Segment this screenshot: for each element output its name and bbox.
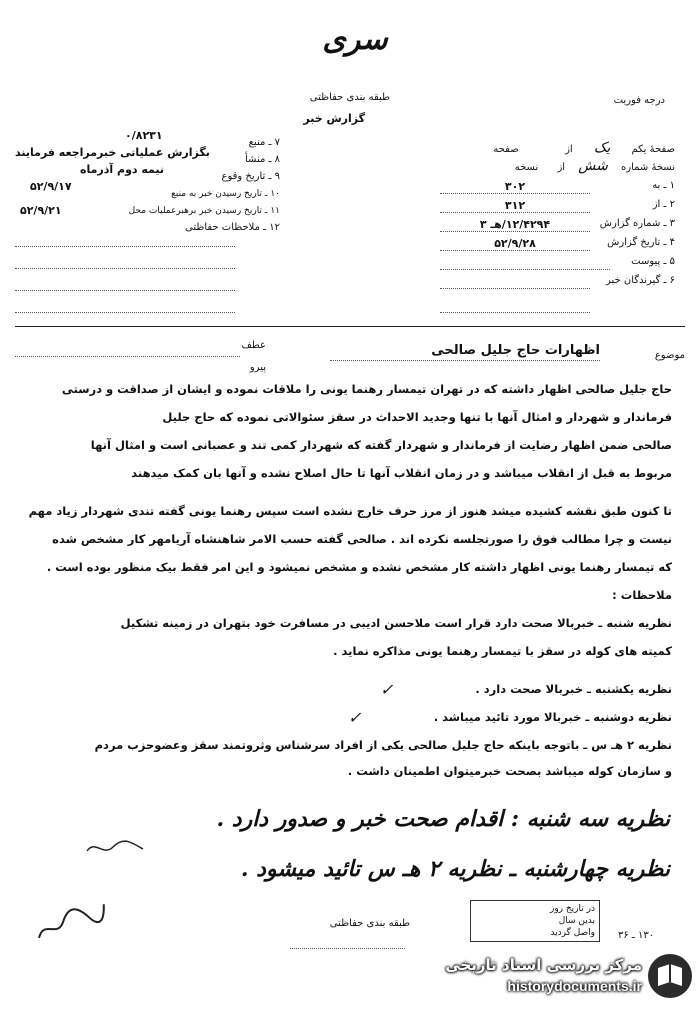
body-line: تا کنون طبق نقشه کشیده میشد هنوز از مرز حرف خارج نشده است سپس رهنما یونی گفته تندی شهردار زیاد مهم xyxy=(28,504,672,518)
right-field-row xyxy=(440,218,675,237)
left-field-row xyxy=(15,147,280,164)
signature xyxy=(28,894,115,953)
left-field-value: ۵۲/۹/۲۱ xyxy=(20,204,62,217)
left-field-label: ۱۰ ـ تاریخ رسیدن خبر به منبع xyxy=(171,189,280,199)
subject-line xyxy=(330,360,600,361)
copy-count-row xyxy=(440,158,675,174)
stamp-line: بدین سال xyxy=(558,916,595,926)
handwritten-note: نظریه چهارشنبه ـ نظریه ۲ هـ س تائید میشود . xyxy=(240,856,670,882)
left-field-label: ۱۱ ـ تاریخ رسیدن خبر برهبرعملیات محل xyxy=(128,206,280,216)
right-blank-line xyxy=(440,312,590,313)
left-field-label: ۸ ـ منشأ xyxy=(244,154,280,165)
page-count-row xyxy=(440,140,675,156)
right-field-value xyxy=(440,256,610,270)
opinion-line: و سازمان کوله میباشد بصحت خبرمیتوان اطمینان داشت . xyxy=(347,764,672,778)
opinion-line: نظریه شنبه ـ خبربالا صحت دارد قرار است ملاحسن ادیبی در مسافرت خود بتهران در زمینه تشکیل xyxy=(120,616,672,630)
right-field-value: ۵۲/۹/۲۸ xyxy=(440,237,590,251)
handwritten-note: نظریه سه شنبه : اقدام صحت خبر و صدور دارد . xyxy=(216,806,670,832)
left-blank-line xyxy=(15,312,235,313)
right-field-row xyxy=(440,199,675,218)
watermark xyxy=(420,952,692,1002)
signature xyxy=(85,835,145,863)
body-line: صالحی ضمن اظهار رضایت از فرماندار و شهردار گفته که شهردار کمی تند و عصبانی است و امثال آنها xyxy=(90,438,672,452)
received-stamp xyxy=(470,900,600,942)
copy-of: از xyxy=(557,162,566,173)
right-field-value: ۱۲/۴۲۹۴/هـ ۳ xyxy=(440,218,590,232)
right-field-label: ۱ ـ به xyxy=(652,180,675,191)
opinion-line: نظریه ۲ هـ س ـ باتوجه باینکه حاج جلیل صالحی یکی از افراد سرشناس وثروتمند سقز وعضوحزب مردم xyxy=(94,738,672,752)
left-field-row xyxy=(15,164,280,181)
stamp-line: در تاریخ روز xyxy=(549,904,595,914)
copy-label: نسخهٔ شماره xyxy=(621,162,675,173)
watermark-url: historydocuments.ir xyxy=(507,978,642,994)
watermark-title: مرکز بررسی اسناد تاریخی xyxy=(445,956,642,974)
subject-label: موضوع xyxy=(654,350,685,361)
right-field-row xyxy=(440,256,675,275)
page-mark: یک xyxy=(593,140,611,156)
initial-mark: ✓ xyxy=(380,680,394,699)
left-field-value: ۰/۸۲۳۱ xyxy=(125,129,163,142)
book-icon xyxy=(648,954,692,998)
form-number: ۱۳۰ ـ ۳۶ xyxy=(618,930,655,941)
footer-classification-line xyxy=(290,948,405,949)
subject-value: اظهارات حاج جلیل صالحی xyxy=(431,343,600,358)
right-field-label: ۳ ـ شماره گزارش xyxy=(599,218,675,229)
left-fields-list xyxy=(15,130,280,232)
left-field-label: ۱۲ ـ ملاحظات حفاظتی xyxy=(185,222,280,233)
right-field-row xyxy=(440,237,675,256)
left-blank-line xyxy=(15,268,235,269)
classification-label: طبقه بندی حفاظتی xyxy=(309,92,390,103)
body-line: مربوط به قبل از انقلاب میباشد و در زمان انقلاب آنها تا حال اصلاح نشده و آنها بان کمک میدهند xyxy=(131,466,672,480)
left-field-row xyxy=(15,215,280,232)
signature-stroke xyxy=(85,835,145,859)
left-field-row xyxy=(15,198,280,215)
left-blank-line xyxy=(15,246,235,247)
page-label: صفحهٔ یکم xyxy=(631,144,675,155)
copy-unit: نسخه xyxy=(514,162,539,173)
section-divider xyxy=(15,326,685,327)
left-field-value: بگزارش عملیاتی خبرمراجعه فرمایند xyxy=(15,146,210,159)
right-field-label: ۴ ـ تاریخ گزارش xyxy=(607,237,675,248)
right-fields-list xyxy=(440,180,675,294)
left-field-row xyxy=(15,181,280,198)
stamp-line: واصل گردید xyxy=(550,928,595,938)
page-unit: صفحه xyxy=(493,144,519,155)
opinion-line: نظریه دوشنبه ـ خبربالا مورد تائید میباشد . xyxy=(433,710,672,724)
body-line: نیست و چرا مطالب فوق را صورتجلسه نکرده اند . صالحی گفته حسب الامر شاهنشاه آریامهر کار مشخص شده xyxy=(52,532,672,546)
body-line: فرماندار و شهردار و امثال آنها با تنها وجدید الاحداث در سقز سئوالاتی نموده که حاج جلیل xyxy=(162,410,672,424)
left-field-value: نیمه دوم آذرماه xyxy=(80,163,165,176)
priority-label: درجه فوریت xyxy=(613,95,665,106)
body-line: حاج جلیل صالحی اظهار داشته که در تهران تیمسار رهنما یونی را ملاقات نموده و ایشان از صداقت و درستی xyxy=(61,382,672,396)
right-field-label: ۶ ـ گیرندگان خبر xyxy=(605,275,675,286)
right-field-value: ۳۰۲ xyxy=(440,180,590,194)
ref-line xyxy=(15,356,240,357)
opinion-line: نظریه یکشنبه ـ خبربالا صحت دارد . xyxy=(475,682,672,696)
ref-label: عطف xyxy=(241,340,266,351)
watermark-logo-icon xyxy=(648,954,692,998)
right-field-label: ۲ ـ از xyxy=(652,199,675,210)
followup-label: پیرو xyxy=(249,362,266,373)
opinion-line: کمیته های کوله در سقز با تیمسار رهنما یونی مذاکره نماید . xyxy=(333,644,672,658)
secret-header: سری xyxy=(322,22,388,57)
left-field-label: ۷ ـ منبع xyxy=(248,137,280,148)
left-field-label: ۹ ـ تاریخ وقوع xyxy=(221,171,280,182)
body-line: که تیمسار رهنما یونی اظهار داشته کار مشخص نشده و مشخص نمیشود و این امر فقط بیک منظور بوده است . xyxy=(46,560,672,574)
notes-heading: ملاحظات : xyxy=(612,588,672,602)
initial-mark: ✓ xyxy=(348,708,362,727)
right-field-value xyxy=(440,275,590,289)
right-field-row xyxy=(440,275,675,294)
signature-stroke xyxy=(28,894,113,947)
copy-mark: شش xyxy=(578,158,608,174)
page-of: از xyxy=(565,144,573,155)
right-field-label: ۵ ـ پیوست xyxy=(631,256,675,267)
right-field-row xyxy=(440,180,675,199)
footer-classification-label: طبقه بندی حفاظتی xyxy=(329,918,410,929)
report-title: گزارش خبر xyxy=(303,112,365,125)
left-blank-line xyxy=(15,290,235,291)
right-field-value: ۳۱۲ xyxy=(440,199,590,213)
left-field-row xyxy=(15,130,280,147)
left-field-value: ۵۲/۹/۱۷ xyxy=(30,180,72,193)
